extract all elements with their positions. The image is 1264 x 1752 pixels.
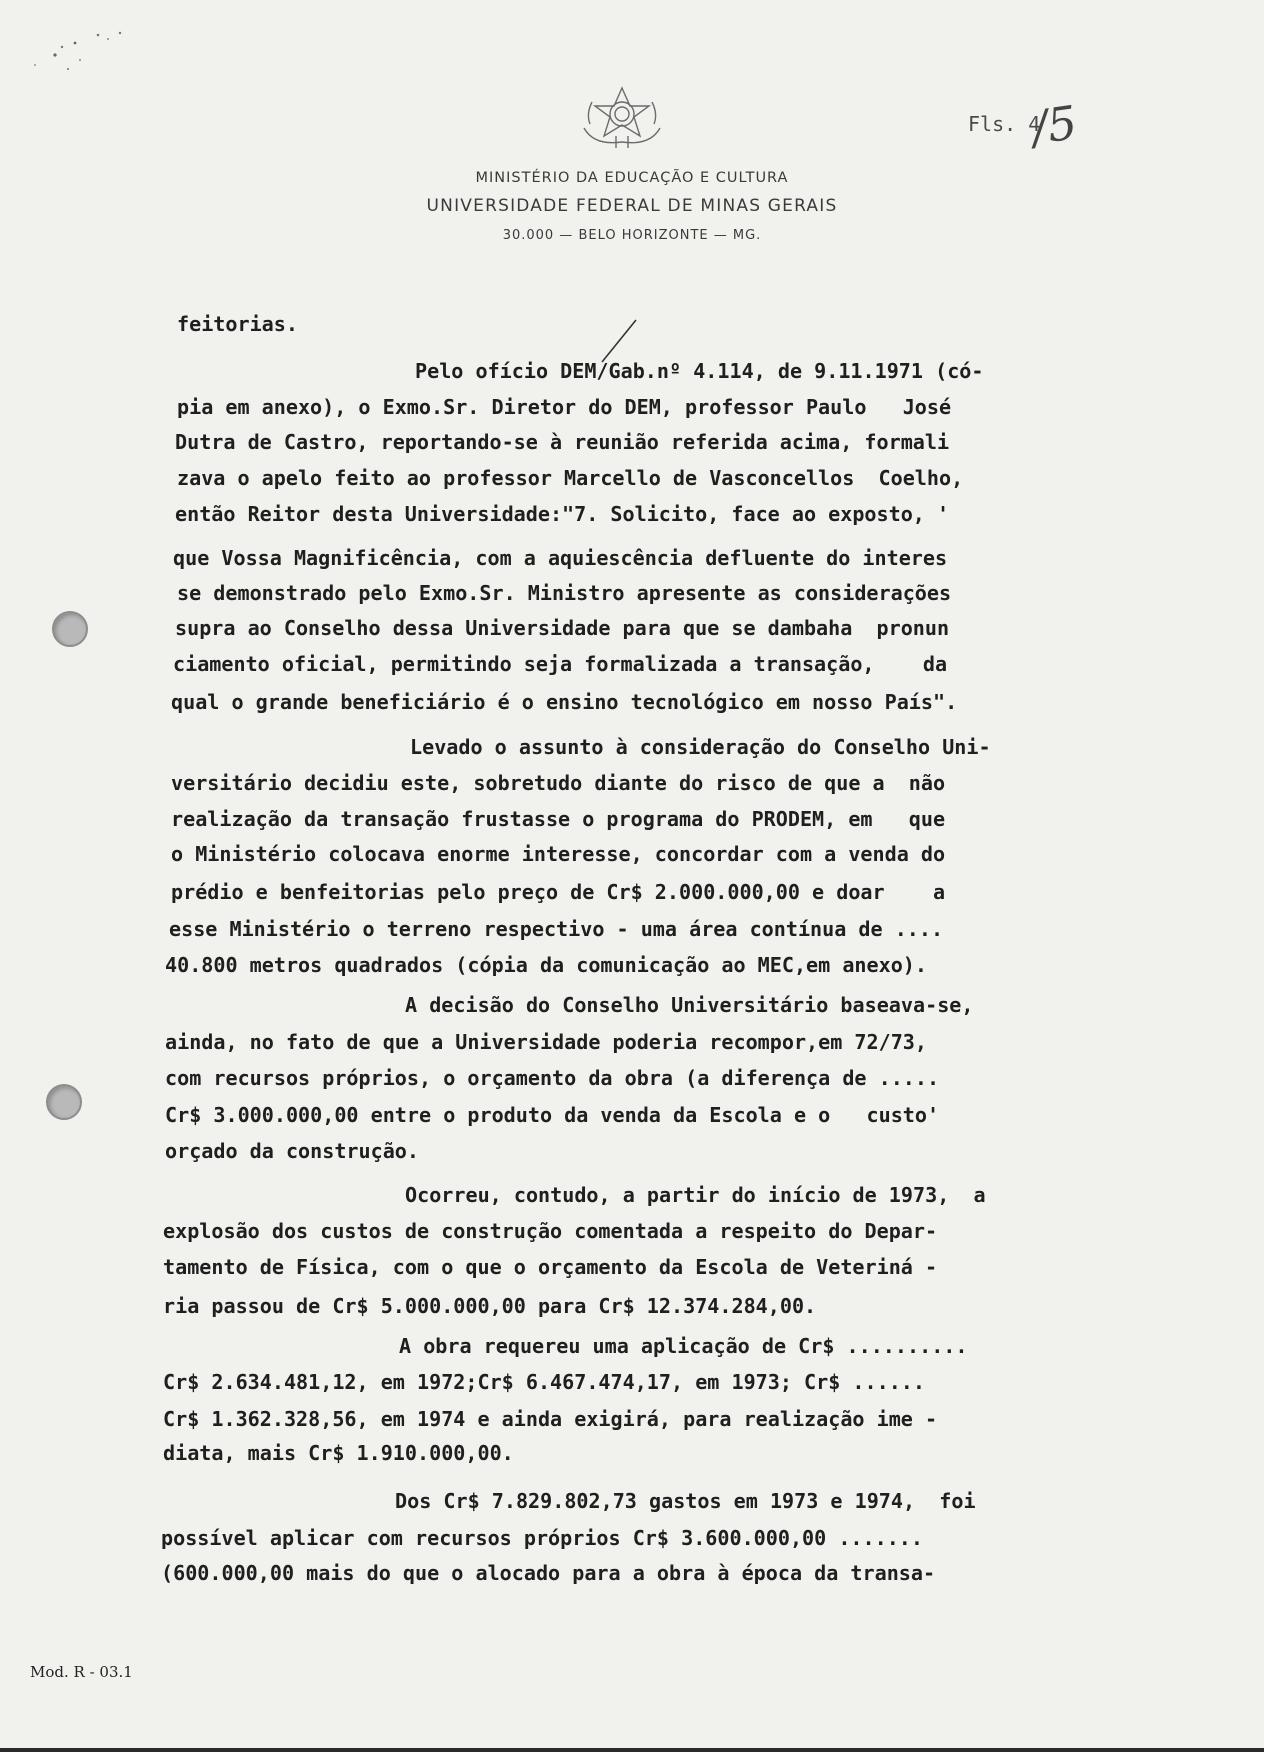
body-line-33: possível aplicar com recursos próprios Cr$ 3.600.000,00 .......: [161, 1526, 924, 1550]
body-line-21: com recursos próprios, o orçamento da obra (a diferença de .....: [165, 1066, 940, 1090]
handwritten-folio: /5: [1028, 95, 1081, 155]
body-line-30: Cr$ 1.362.328,56, em 1974 e ainda exigirá, para realização ime -: [163, 1407, 938, 1431]
body-line-13: versitário decidiu este, sobretudo diante do risco de que a não: [171, 771, 946, 795]
punch-hole-upper: [52, 611, 88, 647]
body-line-8: se demonstrado pelo Exmo.Sr. Ministro apresente as considerações: [177, 581, 952, 605]
body-line-18: 40.800 metros quadrados (cópia da comunicação ao MEC,em anexo).: [165, 953, 928, 977]
body-line-20: ainda, no fato de que a Universidade poderia recompor,em 72/73,: [165, 1030, 928, 1054]
form-code: Mod. R - 03.1: [30, 1663, 133, 1681]
body-line-17: esse Ministério o terreno respectivo - uma área contínua de ....: [169, 917, 944, 941]
body-line-27: ria passou de Cr$ 5.000.000,00 para Cr$ 12.374.284,00.: [163, 1294, 817, 1318]
punch-hole-lower: [46, 1084, 82, 1120]
body-line-22: Cr$ 3.000.000,00 entre o produto da venda da Escola e o custo': [165, 1103, 940, 1127]
body-line-28: A obra requereu uma aplicação de Cr$ ..........: [399, 1334, 968, 1358]
body-line-19: A decisão do Conselho Universitário baseava-se,: [405, 993, 974, 1017]
body-line-32: Dos Cr$ 7.829.802,73 gastos em 1973 e 1974, foi: [395, 1489, 976, 1513]
body-line-26: tamento de Física, com o que o orçamento da Escola de Veteriná -: [163, 1255, 938, 1279]
body-line-23: orçado da construção.: [165, 1139, 420, 1163]
body-line-6: então Reitor desta Universidade:"7. Solicito, face ao exposto, ': [175, 502, 950, 526]
university-address: 30.000 — BELO HORIZONTE — MG.: [502, 228, 762, 243]
body-line-24: Ocorreu, contudo, a partir do início de 1973, a: [405, 1183, 986, 1207]
folio-number: Fls. 4: [968, 112, 1041, 136]
body-line-15: o Ministério colocava enorme interesse, concordar com a venda do: [171, 842, 946, 866]
page-bottom-edge: [0, 1748, 1264, 1752]
body-line-25: explosão dos custos de construção comentada a respeito do Depar-: [163, 1219, 938, 1243]
body-line-3: pia em anexo), o Exmo.Sr. Diretor do DEM, professor Paulo José: [177, 395, 952, 419]
body-line-10: ciamento oficial, permitindo seja formalizada a transação, da: [173, 652, 948, 676]
body-line-16: prédio e benfeitorias pelo preço de Cr$ 2.000.000,00 e doar a: [171, 880, 946, 904]
body-line-9: supra ao Conselho dessa Universidade para que se dambaha pronun: [175, 616, 950, 640]
coat-of-arms-seal: [572, 84, 672, 150]
body-line-7: que Vossa Magnificência, com a aquiescência defluente do interes: [173, 546, 948, 570]
body-line-12: Levado o assunto à consideração do Conselho Uni-: [410, 735, 991, 759]
body-line-31: diata, mais Cr$ 1.910.000,00.: [163, 1441, 514, 1465]
body-line-5: zava o apelo feito ao professor Marcello de Vasconcellos Coelho,: [177, 466, 964, 490]
body-line-2: Pelo ofício DEM/Gab.nº 4.114, de 9.11.1971 (có-: [415, 359, 984, 383]
body-line-34: (600.000,00 mais do que o alocado para a obra à época da transa-: [161, 1561, 936, 1585]
body-line-1: feitorias.: [177, 312, 298, 336]
university-name: UNIVERSIDADE FEDERAL DE MINAS GERAIS: [426, 196, 838, 216]
body-line-29: Cr$ 2.634.481,12, em 1972;Cr$ 6.467.474,17, em 1973; Cr$ ......: [163, 1370, 926, 1394]
paper-specks: [20, 25, 150, 85]
body-line-4: Dutra de Castro, reportando-se à reunião referida acima, formali: [175, 430, 950, 454]
body-line-11: qual o grande beneficiário é o ensino tecnológico em nosso País".: [171, 690, 958, 714]
ministry-name: MINISTÉRIO DA EDUCAÇÃO E CULTURA: [475, 170, 789, 186]
body-line-14: realização da transação frustasse o programa do PRODEM, em que: [171, 807, 946, 831]
